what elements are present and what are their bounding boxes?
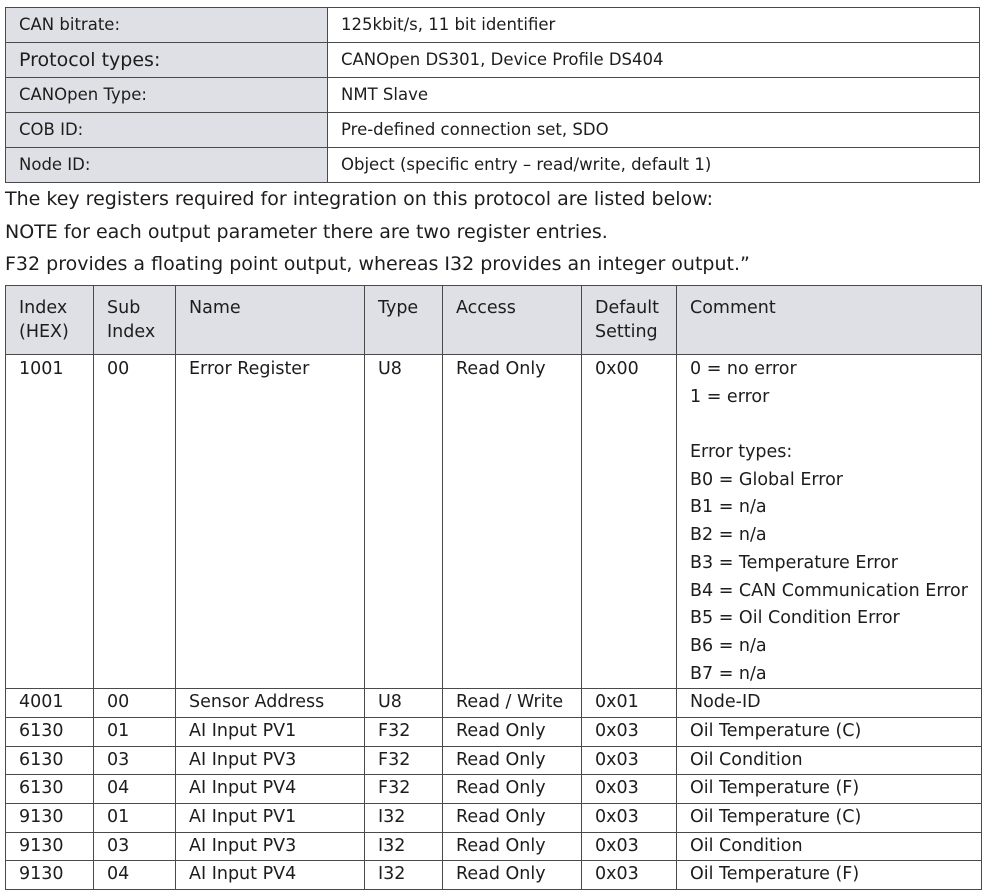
cell-name: AI Input PV3 [176, 746, 365, 775]
comment-line: B7 = n/a [690, 663, 767, 684]
comment-line: B1 = n/a [690, 497, 767, 518]
header-comment: Comment [677, 286, 982, 355]
cell-sub-index: 04 [94, 861, 176, 890]
cell-index: 4001 [6, 689, 94, 718]
cell-type: F32 [365, 775, 443, 804]
cell-access: Read Only [443, 775, 582, 804]
cell-index: 9130 [6, 804, 94, 833]
cell-default: 0x03 [582, 804, 677, 833]
cell-comment: Oil Temperature (F) [677, 775, 982, 804]
cell-index: 6130 [6, 717, 94, 746]
cell-type: U8 [365, 689, 443, 718]
cell-name: AI Input PV1 [176, 717, 365, 746]
info-value: Pre-defined connection set, SDO [328, 113, 980, 148]
table-row [6, 689, 982, 718]
info-row-canopen-type [6, 78, 980, 113]
cell-sub-index: 03 [94, 832, 176, 861]
cell-index: 9130 [6, 861, 94, 890]
cell-name: AI Input PV3 [176, 832, 365, 861]
info-value: Object (specific entry – read/write, default 1) [328, 148, 980, 183]
cell-default: 0x03 [582, 746, 677, 775]
intro-line-3: F32 provides a floating point output, whereas I32 provides an integer output.” [5, 253, 750, 275]
cell-name: Sensor Address [176, 689, 365, 718]
cell-index: 6130 [6, 746, 94, 775]
cell-access: Read Only [443, 804, 582, 833]
header-default-setting [582, 286, 677, 355]
table-row [6, 861, 982, 890]
intro-line-1: The key registers required for integration on this protocol are listed below: [5, 188, 714, 210]
info-label: Node ID: [6, 148, 328, 183]
header-sub-line2: Index [107, 322, 156, 342]
header-index [6, 286, 94, 355]
table-row [6, 775, 982, 804]
comment-line: B3 = Temperature Error [690, 552, 899, 573]
comment-line: B2 = n/a [690, 525, 767, 546]
header-sub-line1: Sub [107, 298, 141, 318]
header-name: Name [176, 286, 365, 355]
cell-comment: Oil Temperature (C) [677, 717, 982, 746]
header-access: Access [443, 286, 582, 355]
cell-sub-index: 00 [94, 689, 176, 718]
cell-default: 0x00 [582, 355, 677, 689]
cell-comment: Oil Condition [677, 746, 982, 775]
info-row-protocol-types [6, 43, 980, 78]
table-row [6, 746, 982, 775]
cell-type: I32 [365, 804, 443, 833]
cell-name: AI Input PV4 [176, 861, 365, 890]
cell-sub-index: 03 [94, 746, 176, 775]
info-label: CAN bitrate: [6, 8, 328, 43]
cell-access: Read Only [443, 746, 582, 775]
header-index-line2: (HEX) [19, 322, 69, 342]
cell-type: I32 [365, 832, 443, 861]
comment-line: B6 = n/a [690, 635, 767, 656]
cell-comment: Oil Temperature (C) [677, 804, 982, 833]
info-row-can-bitrate [6, 8, 980, 43]
cell-default: 0x03 [582, 775, 677, 804]
cell-access: Read Only [443, 861, 582, 890]
comment-line: Error types: [690, 442, 793, 463]
cell-type: F32 [365, 717, 443, 746]
table-row [6, 717, 982, 746]
info-value: NMT Slave [328, 78, 980, 113]
cell-access: Read / Write [443, 689, 582, 718]
info-label: CANOpen Type: [6, 78, 328, 113]
cell-type: U8 [365, 355, 443, 689]
header-default-line2: Setting [595, 322, 658, 342]
cell-default: 0x03 [582, 832, 677, 861]
comment-spacer [690, 411, 981, 439]
cell-sub-index: 01 [94, 804, 176, 833]
comment-line: B4 = CAN Communication Error [690, 580, 968, 601]
comment-line: B0 = Global Error [690, 469, 843, 490]
info-value: 125kbit/s, 11 bit identifier [328, 8, 980, 43]
info-value: CANOpen DS301, Device Profile DS404 [328, 43, 980, 78]
info-row-cob-id [6, 113, 980, 148]
header-type: Type [365, 286, 443, 355]
register-header-row [6, 286, 982, 355]
cell-default: 0x03 [582, 861, 677, 890]
cell-name: AI Input PV4 [176, 775, 365, 804]
comment-line: B5 = Oil Condition Error [690, 608, 900, 629]
cell-name: Error Register [176, 355, 365, 689]
table-row-error-register [6, 355, 982, 689]
cell-access: Read Only [443, 717, 582, 746]
comment-line: 0 = no error [690, 359, 797, 379]
cell-comment [677, 355, 982, 689]
table-row [6, 804, 982, 833]
cell-access: Read Only [443, 832, 582, 861]
cell-index: 1001 [6, 355, 94, 689]
protocol-info-table [5, 7, 980, 183]
header-sub-index [94, 286, 176, 355]
cell-access: Read Only [443, 355, 582, 689]
cell-comment: Oil Condition [677, 832, 982, 861]
cell-comment: Oil Temperature (F) [677, 861, 982, 890]
register-table [5, 285, 982, 890]
info-row-node-id [6, 148, 980, 183]
cell-type: I32 [365, 861, 443, 890]
cell-sub-index: 01 [94, 717, 176, 746]
table-row [6, 832, 982, 861]
cell-default: 0x03 [582, 717, 677, 746]
cell-name: AI Input PV1 [176, 804, 365, 833]
cell-default: 0x01 [582, 689, 677, 718]
intro-line-2: NOTE for each output parameter there are two register entries. [5, 221, 608, 243]
cell-sub-index: 00 [94, 355, 176, 689]
header-index-line1: Index [19, 298, 68, 318]
header-default-line1: Default [595, 298, 659, 318]
cell-comment: Node-ID [677, 689, 982, 718]
info-label: Protocol types: [6, 43, 328, 78]
cell-index: 9130 [6, 832, 94, 861]
cell-sub-index: 04 [94, 775, 176, 804]
comment-line: 1 = error [690, 386, 770, 407]
cell-index: 6130 [6, 775, 94, 804]
cell-type: F32 [365, 746, 443, 775]
info-label: COB ID: [6, 113, 328, 148]
